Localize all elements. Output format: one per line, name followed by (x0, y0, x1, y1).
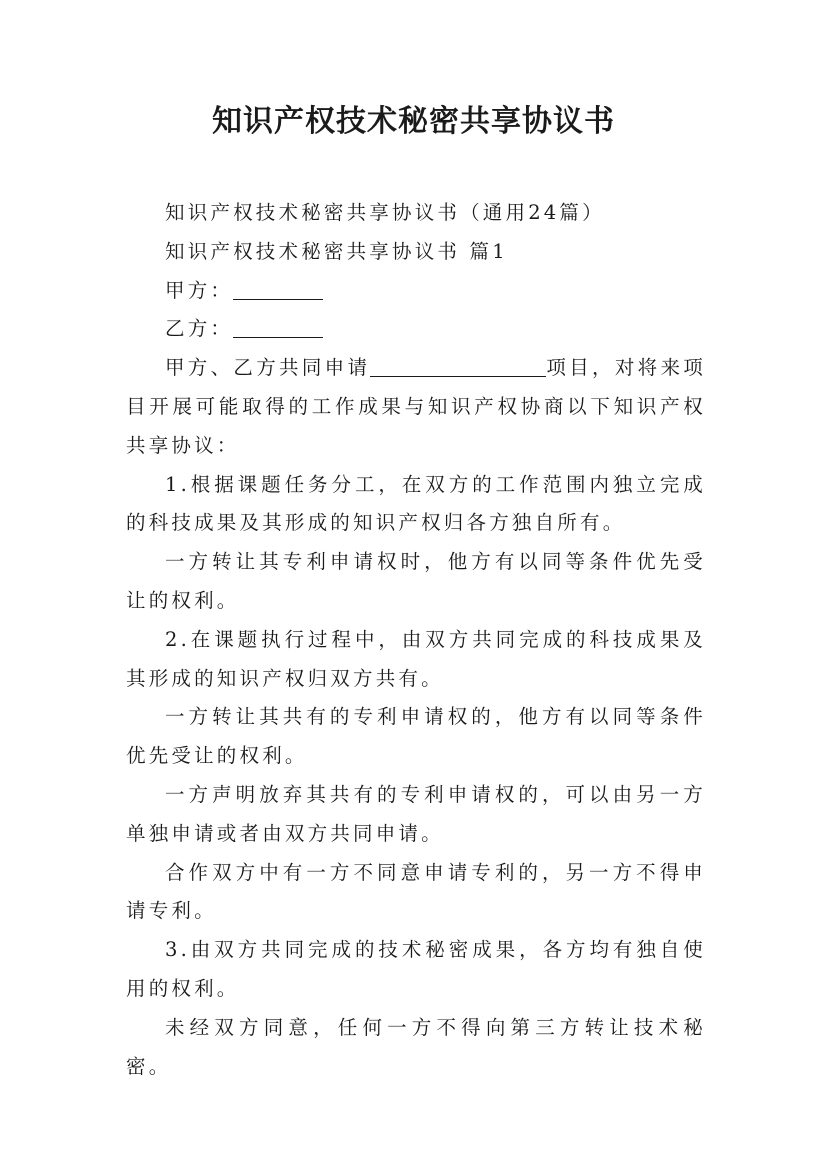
intro-text-after: 项目，对将来项目开展可能取得的工作成果与知识产权协商以下知识产权共享协议： (126, 356, 706, 457)
clause-2-note-2: 一方声明放弃其共有的专利申请权的，可以由另一方单独申请或者由双方共同申请。 (126, 782, 706, 845)
intro-paragraph (126, 349, 706, 465)
clause-3: 3.由双方共同完成的技术秘密成果，各方均有独自使用的权利。 (126, 938, 706, 1000)
party-a-line (126, 272, 706, 311)
section-heading: 知识产权技术秘密共享协议书 篇1 (165, 239, 508, 263)
party-a-blank (233, 279, 323, 300)
party-a-label: 甲方： (165, 278, 234, 302)
clause-1-note: 一方转让其专利申请权时，他方有以同等条件优先受让的权利。 (126, 550, 706, 612)
clause-2-note-3: 合作双方中有一方不同意申请专利的，另一方不得申请专利。 (126, 860, 706, 923)
intro-text-before: 甲方、乙方共同申请 (165, 356, 371, 380)
clause-2-note-1: 一方转让其共有的专利申请权的，他方有以同等条件优先受让的权利。 (126, 705, 706, 768)
heading-line: 知识产权技术秘密共享协议书（通用24篇） (165, 201, 605, 224)
document-body (126, 194, 706, 1086)
document-title: 知识产权技术秘密共享协议书 (212, 104, 615, 139)
clause-3-note: 未经双方同意，任何一方不得向第三方转让技术秘密。 (126, 1015, 706, 1078)
project-name-blank (370, 357, 546, 378)
party-b-line (126, 310, 706, 349)
clause-1: 1.根据课题任务分工，在双方的工作范围内独立完成的科技成果及其形成的知识产权归各方独自所有。 (126, 472, 706, 535)
clause-2: 2.在课题执行过程中，由双方共同完成的科技成果及其形成的知识产权归双方共有。 (126, 627, 706, 690)
party-b-label: 乙方： (165, 317, 234, 341)
party-b-blank (233, 318, 323, 339)
